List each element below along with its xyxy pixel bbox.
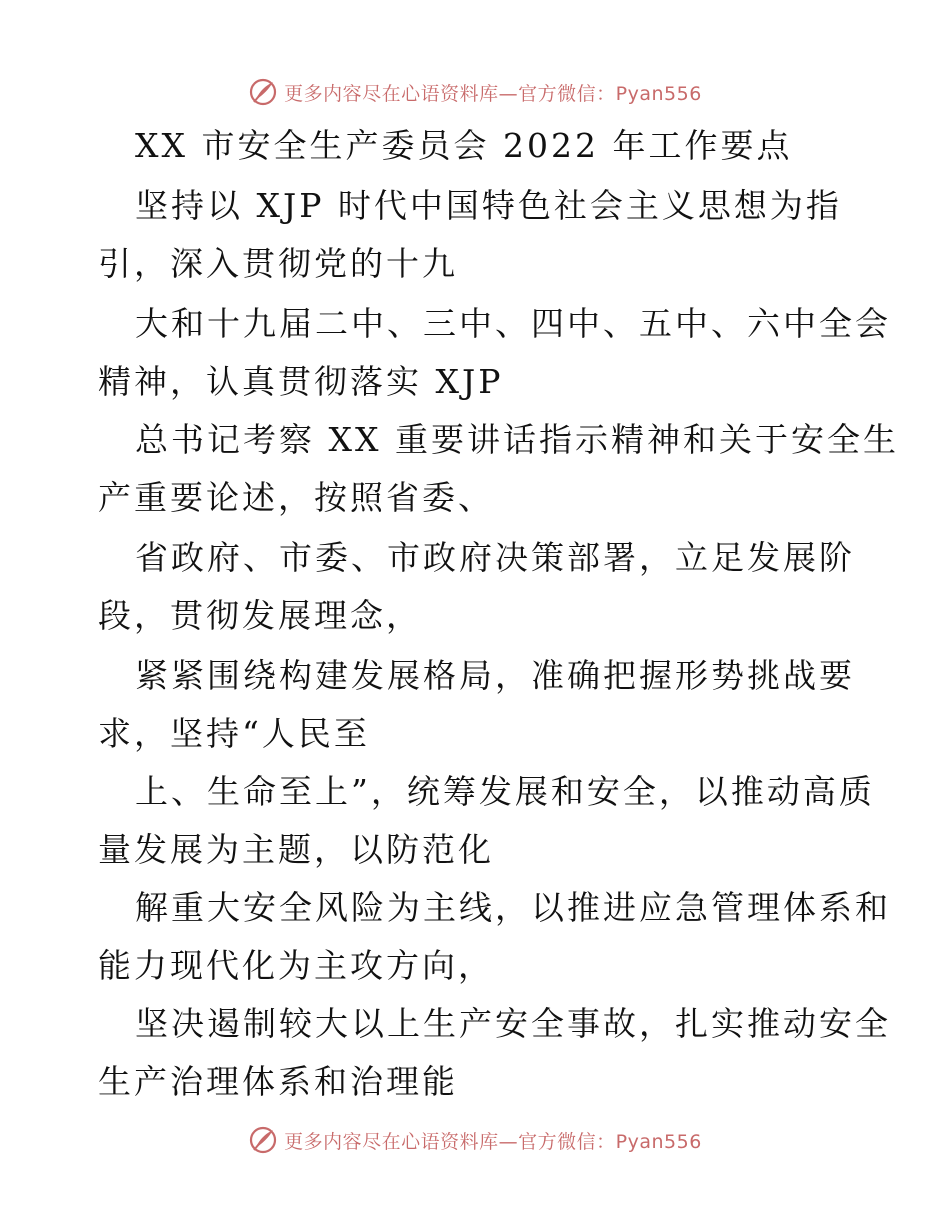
- paragraph-line: 精神，认真贯彻落实 XJP: [98, 362, 504, 401]
- paragraph-line: 总书记考察 XX 重要讲话指示精神和关于安全生: [135, 420, 899, 459]
- paragraph-line: 大和十九届二中、三中、四中、五中、六中全会: [135, 304, 891, 343]
- paragraph-line: 解重大安全风险为主线，以推进应急管理体系和: [135, 888, 891, 927]
- feather-pen-logo-icon: [248, 1125, 278, 1155]
- paragraph-line: 坚持以 XJP 时代中国特色社会主义思想为指: [135, 186, 842, 225]
- paragraph-line: 量发展为主题，以防范化: [98, 830, 494, 869]
- paragraph-line: 能力现代化为主攻方向，: [98, 946, 494, 985]
- paragraph-line: 段，贯彻发展理念，: [98, 596, 422, 635]
- paragraph-line: 产重要论述，按照省委、: [98, 478, 494, 517]
- footer-banner-text: 更多内容尽在心语资料库—官方微信：Pyan556: [284, 1130, 702, 1153]
- paragraph-line: 省政府、市委、市政府决策部署，立足发展阶: [135, 538, 855, 577]
- header-banner-text: 更多内容尽在心语资料库—官方微信：Pyan556: [284, 82, 702, 105]
- paragraph-line: 紧紧围绕构建发展格局，准确把握形势挑战要: [135, 656, 855, 695]
- paragraph-line: 坚决遏制较大以上生产安全事故，扎实推动安全: [135, 1004, 891, 1043]
- paragraph-line: 求，坚持“人民至: [98, 714, 370, 753]
- footer-watermark-banner: [0, 1120, 950, 1160]
- paragraph-line: 上、生命至上”，统筹发展和安全，以推动高质: [135, 772, 875, 811]
- document-title: XX 市安全生产委员会 2022 年工作要点: [135, 126, 793, 165]
- paragraph-line: 生产治理体系和治理能: [98, 1062, 458, 1101]
- paragraph-line: 引，深入贯彻党的十九: [98, 244, 458, 283]
